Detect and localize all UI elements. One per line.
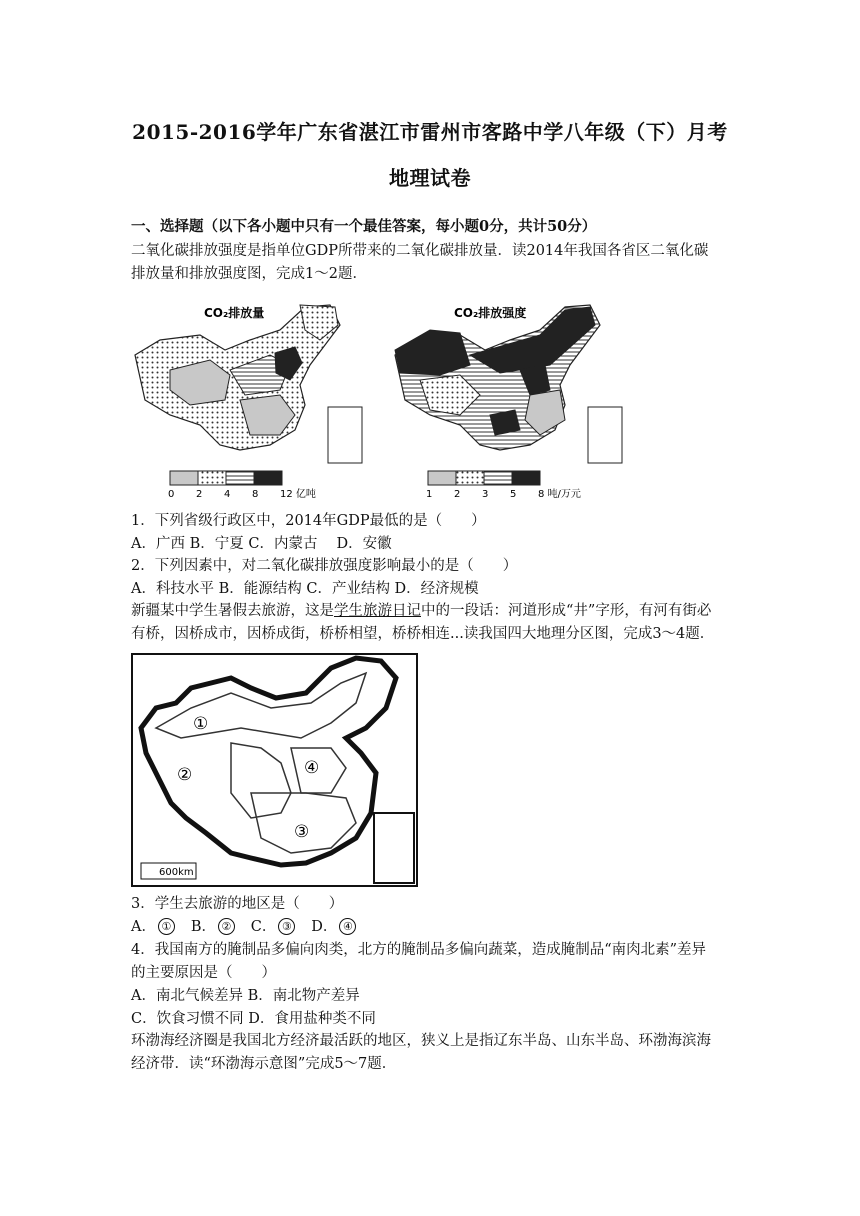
region-label-4: ④ (304, 758, 320, 778)
q3-option-d[interactable]: ④ (339, 918, 356, 935)
scale-label: 600km (159, 867, 194, 878)
legend-2-tick-3: 5 (510, 489, 517, 500)
four-regions-map (131, 653, 418, 887)
region-label-1: ① (193, 714, 209, 734)
legend-1-tick-2: 4 (224, 489, 231, 500)
q2-stem: 2．下列因素中，对二氧化碳排放强度影响最小的是（ ） (131, 558, 518, 574)
legend-2-tick-2: 3 (482, 489, 489, 500)
travel-diary-link[interactable]: 学生旅游日记 (334, 603, 421, 619)
svg-text:CO₂排放量: CO₂排放量 (204, 306, 265, 320)
legend-1-tick-0: 0 (168, 489, 175, 500)
legend-1-tick-4: 12 亿吨 (280, 489, 316, 500)
q3-option-d-letter: D． (311, 919, 338, 935)
q3-option-b[interactable]: ② (218, 918, 235, 935)
legend-1-tick-1: 2 (196, 489, 203, 500)
q4-options-2: C．饮食习惯不同 D．食用盐种类不同 (131, 1011, 376, 1027)
legend-2-tick-0: 1 (426, 489, 433, 500)
intro3-line-1: 环渤海经济圈是我国北方经济最活跃的地区，狭义上是指辽东半岛、山东半岛、环渤海滨海 (131, 1033, 711, 1049)
q1-options: A．广西 B．宁夏 C．内蒙古 D．安徽 (131, 536, 392, 552)
section-heading: 一、选择题（以下各小题中只有一个最佳答案，每小题0分，共计50分） (131, 218, 597, 235)
q1-stem: 1．下列省级行政区中，2014年GDP最低的是（ ） (131, 513, 486, 529)
q2-options: A．科技水平 B．能源结构 C．产业结构 D．经济规模 (131, 581, 479, 597)
region-label-2: ② (177, 765, 193, 785)
legend-2-tick-4: 8 吨/万元 (538, 489, 581, 500)
q3-option-b-letter: B． (190, 919, 216, 935)
q3-option-a-letter: A． (131, 919, 156, 935)
intro1-line-1: 二氧化碳排放强度是指单位GDP所带来的二氧化碳排放量．读2014年我国各省区二氧化碳 (131, 243, 709, 259)
svg-text:CO₂排放强度: CO₂排放强度 (454, 306, 527, 320)
q3-option-c-letter: C． (250, 919, 277, 935)
q3-option-c[interactable]: ③ (278, 918, 295, 935)
intro2-line-1 (131, 600, 731, 622)
intro2-text-post: 中的一段话：河道形成“井”字形，有河有街必 (421, 603, 712, 619)
intro3-line-2: 经济带．读“环渤海示意图”完成5～7题． (131, 1056, 397, 1072)
q3-stem: 3．学生去旅游的地区是（ ） (131, 896, 344, 912)
intro1-line-2: 排放量和排放强度图，完成1～2题． (131, 266, 367, 282)
co2-intensity-map (390, 295, 635, 500)
legend-1-tick-3: 8 (252, 489, 259, 500)
title-line-1: 2015-2016学年广东省湛江市雷州市客路中学八年级（下）月考 (132, 120, 728, 144)
title-line-2: 地理试卷 (389, 166, 471, 190)
co2-emission-map (130, 295, 370, 500)
region-label-3: ③ (294, 822, 310, 842)
q4-stem-1: 4．我国南方的腌制品多偏向肉类，北方的腌制品多偏向蔬菜，造成腌制品“南肉北素”差异 (131, 942, 707, 958)
q4-stem-2: 的主要原因是（ ） (131, 965, 276, 981)
intro2-line-2: 有桥，因桥成市，因桥成街，桥桥相望，桥桥相连...读我国四大地理分区图，完成3～4题． (131, 626, 715, 642)
q3-options (131, 916, 731, 938)
intro2-text-pre: 新疆某中学生暑假去旅游，这是 (131, 603, 334, 619)
legend-2-tick-1: 2 (454, 489, 461, 500)
q4-options-1: A．南北气候差异 B．南北物产差异 (131, 988, 360, 1004)
q3-option-a[interactable]: ① (158, 918, 175, 935)
